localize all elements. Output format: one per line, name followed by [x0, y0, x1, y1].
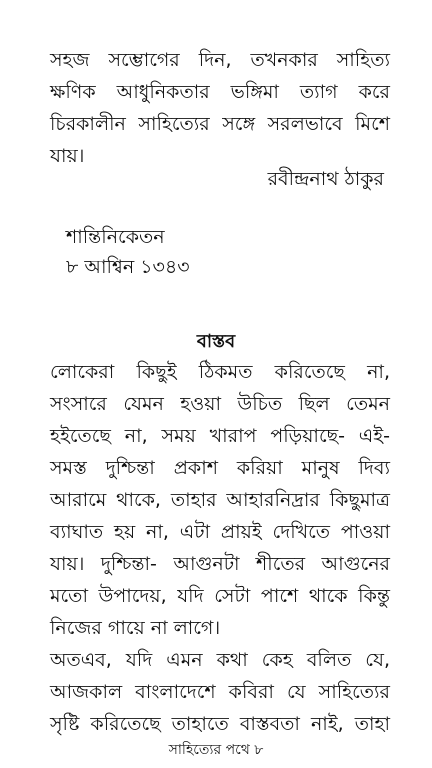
preface-line: চিরকালীন সাহিত্যের সঙ্গে সরলভাবে মিশে: [50, 113, 390, 135]
preface-line: ক্ষণিক আধুনিকতার ভঙ্গিমা ত্যাগ করে: [50, 81, 390, 103]
paragraph-line: ব্যাঘাত হয় না, এটা প্রায়ই দেখিতে পাওয়া: [50, 521, 390, 543]
paragraph-line: সৃষ্টি করিতেছে তাহাতে বাস্তবতা নাই, তাহা: [50, 713, 390, 735]
paragraph-line: সমস্ত দুশ্চিন্তা প্রকাশ করিয়া মানুষ দিব্য: [50, 457, 390, 479]
paragraph-line: লোকেরা কিছুই ঠিকমত করিতেছে না,: [50, 361, 390, 383]
place-line: শান্তিনিকেতন: [66, 226, 165, 248]
paragraph-line: হইতেছে না, সময় খারাপ পড়িয়াছে- এই-: [50, 425, 390, 447]
preface-line: যায়।: [50, 145, 85, 167]
author-signature: রবীন্দ্রনাথ ঠাকুর: [267, 168, 384, 190]
paragraph-line: আরামে থাকে, তাহার আহারনিদ্রার কিছুমাত্র: [50, 489, 390, 511]
essay-title: বাস্তব: [196, 331, 236, 352]
preface-line: সহজ সম্ভোগের দিন, তখনকার সাহিত্য: [50, 49, 390, 71]
paragraph-line: আজকাল বাংলাদেশে কবিরা যে সাহিত্যের: [50, 681, 390, 703]
paragraph-line: অতএব, যদি এমন কথা কেহ বলিত যে,: [50, 649, 390, 671]
paragraph-line: সংসারে যেমন হওয়া উচিত ছিল তেমন: [50, 393, 390, 415]
paragraph-line: যায়। দুশ্চিন্তা- আগুনটা শীতের আগুনের: [50, 553, 390, 575]
paragraph-line: নিজের গায়ে না লাগে।: [50, 617, 221, 639]
page-footer: সাহিত্যের পথে ৮: [168, 742, 264, 758]
date-line: ৮ আশ্বিন ১৩৪৩: [66, 256, 190, 278]
paragraph-line: মতো উপাদেয়, যদি সেটা পাশে থাকে কিন্তু: [50, 585, 390, 607]
